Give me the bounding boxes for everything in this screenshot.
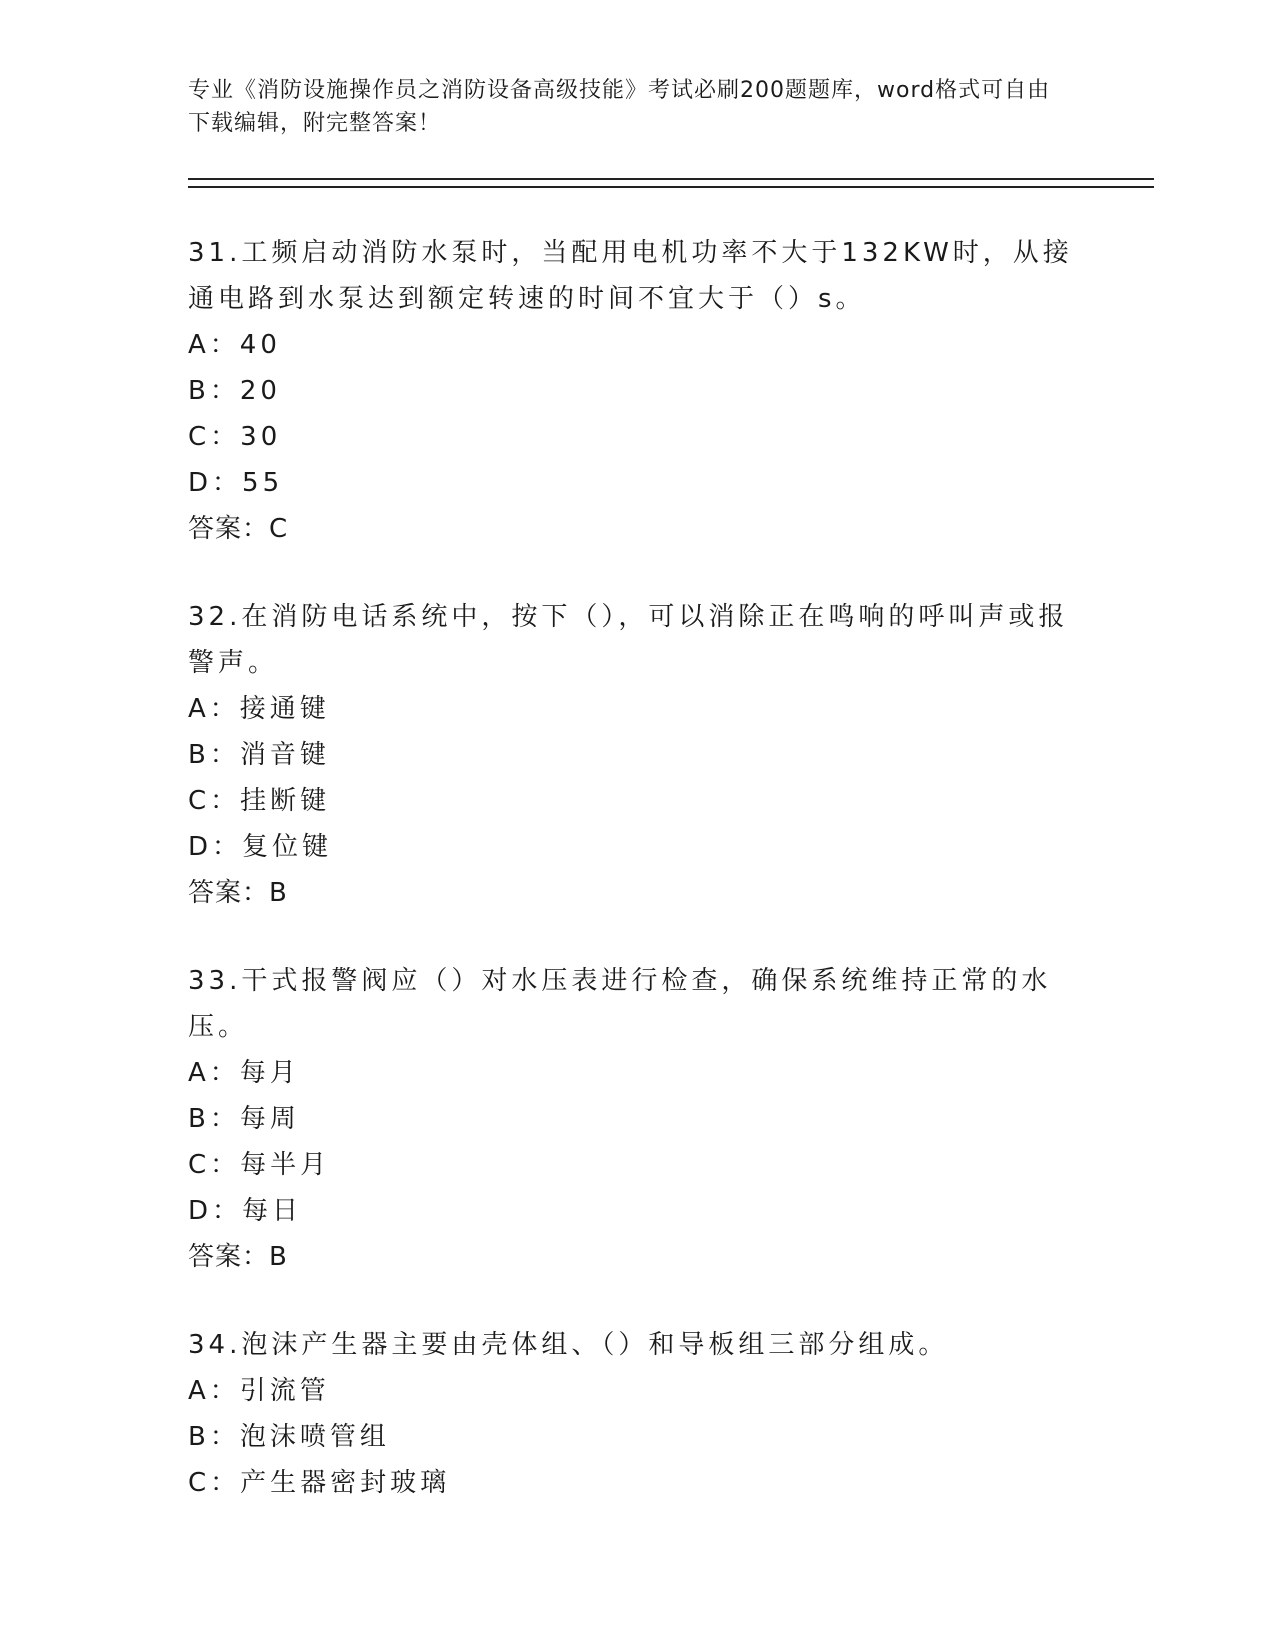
document-header: 专业《消防设施操作员之消防设备高级技能》考试必刷200题题库，word格式可自由下载编辑，附完整答案！ xyxy=(188,78,1051,136)
question-34 xyxy=(188,1322,1154,1506)
question-list xyxy=(188,230,1154,1506)
option-b: B：20 xyxy=(188,376,281,406)
double-rule-divider xyxy=(188,178,1154,188)
option-a: A：40 xyxy=(188,330,281,360)
document-page xyxy=(188,74,1154,1548)
answer-line: 答案：C xyxy=(188,514,289,544)
question-32 xyxy=(188,594,1154,916)
question-33 xyxy=(188,958,1154,1280)
question-31 xyxy=(188,230,1154,552)
option-a: A：每月 xyxy=(188,1058,300,1088)
question-stem: 33.干式报警阀应（）对水压表进行检查，确保系统维持正常的水压。 xyxy=(188,966,1052,1042)
option-a: A：引流管 xyxy=(188,1376,330,1406)
answer-line: 答案：B xyxy=(188,878,288,908)
option-d: D：每日 xyxy=(188,1196,303,1226)
option-d: D：55 xyxy=(188,468,284,498)
question-stem: 32.在消防电话系统中，按下（），可以消除正在鸣响的呼叫声或报警声。 xyxy=(188,602,1069,678)
option-b: B：消音键 xyxy=(188,740,330,770)
answer-line: 答案：B xyxy=(188,1242,288,1272)
option-b: B：泡沫喷管组 xyxy=(188,1422,390,1452)
option-c: C：30 xyxy=(188,422,282,452)
option-c: C：挂断键 xyxy=(188,786,331,816)
option-a: A：接通键 xyxy=(188,694,330,724)
option-c: C：每半月 xyxy=(188,1150,331,1180)
option-b: B：每周 xyxy=(188,1104,300,1134)
question-stem: 31.工频启动消防水泵时，当配用电机功率不大于132KW时，从接通电路到水泵达到额定转速的时间不宜大于（）s。 xyxy=(188,238,1073,314)
option-c: C：产生器密封玻璃 xyxy=(188,1468,451,1498)
option-d: D：复位键 xyxy=(188,832,333,862)
question-stem: 34.泡沫产生器主要由壳体组、（）和导板组三部分组成。 xyxy=(188,1330,949,1360)
